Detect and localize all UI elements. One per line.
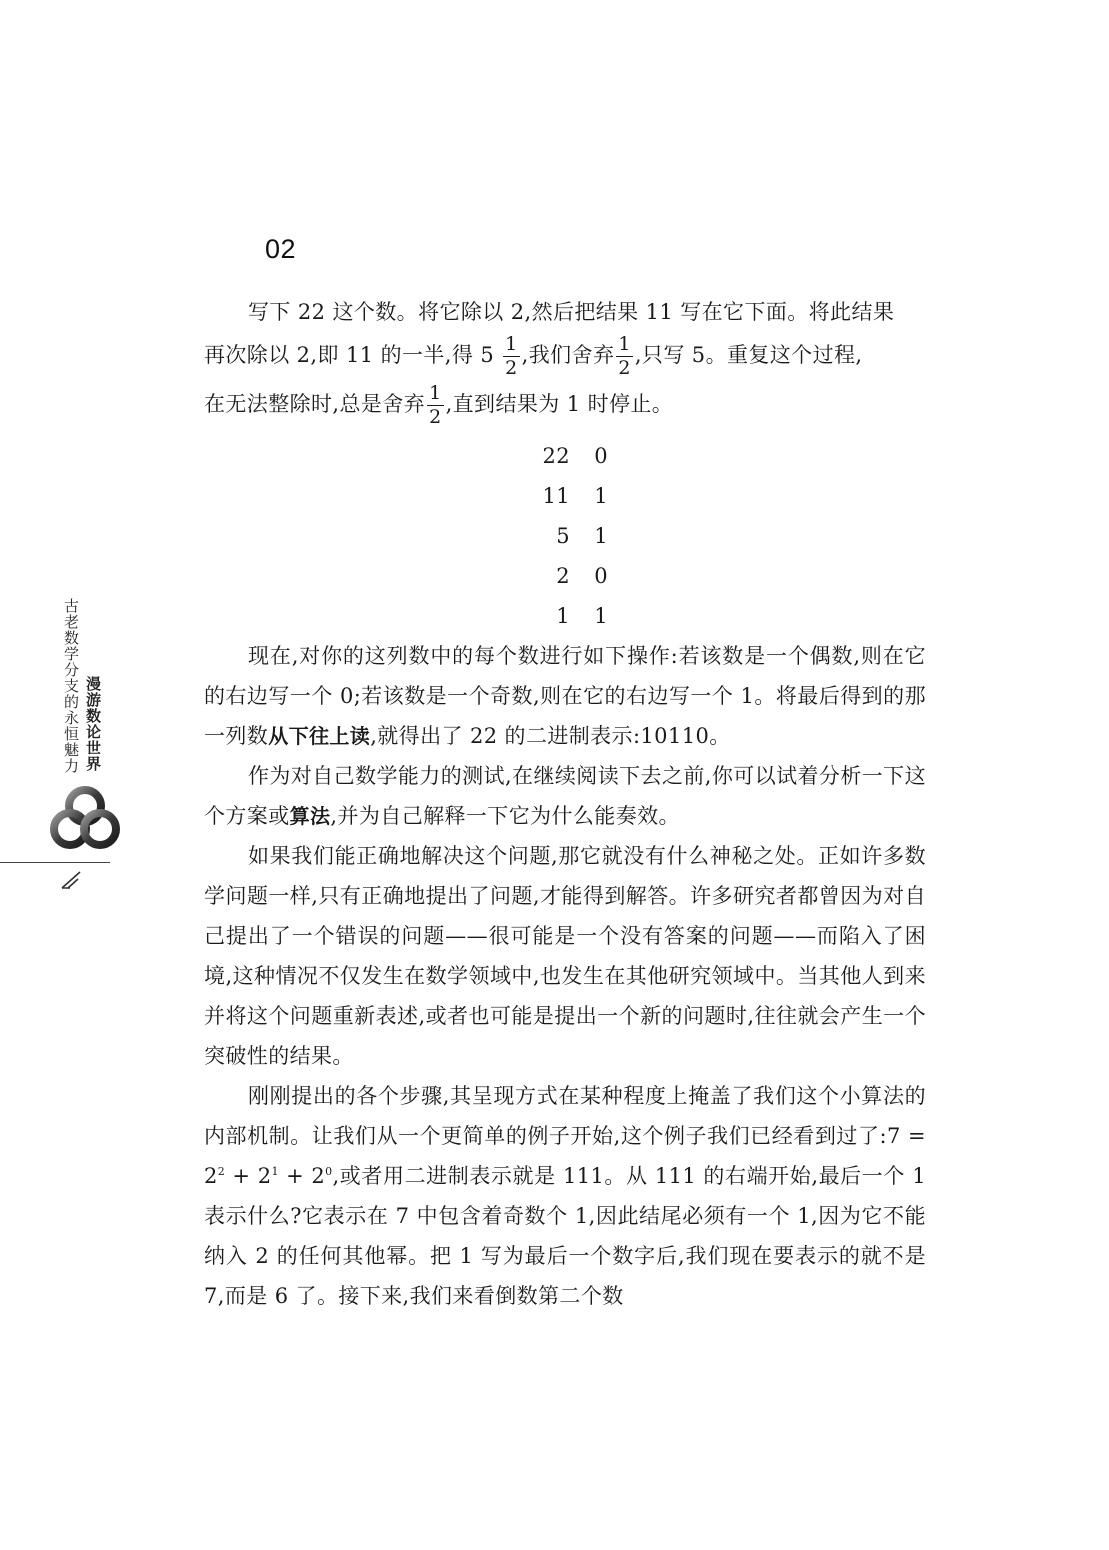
fraction-numerator: 1 [429, 382, 442, 404]
para1-sentence-5: 在无法整除时,总是舍弃 [204, 392, 426, 416]
fraction-denominator: 2 [505, 357, 518, 379]
body-text [204, 292, 926, 1316]
para1-sentence-4: ,只写 5。重复这个过程, [634, 343, 863, 367]
fraction-denominator: 2 [429, 406, 442, 428]
emphasis-text: 从下往上读 [268, 724, 371, 748]
para1-sentence-6: ,直到结果为 1 时停止。 [445, 392, 674, 416]
fraction-half [427, 384, 444, 427]
paragraph-3: 作为对自己数学能力的测试,在继续阅读下去之前,你可以试着分析一下这个方案或算法,并为自己解释一下它为什么能奏效。 [204, 764, 926, 828]
running-head-subtitle: 古老数学分支的永恒魅力 [62, 598, 80, 774]
fraction-numerator: 1 [505, 333, 518, 355]
table-row: 22 0 [542, 444, 608, 468]
fraction-half [503, 335, 520, 378]
fraction-half [616, 335, 633, 378]
paragraph-1-line-3 [204, 378, 926, 430]
division-table [204, 436, 926, 636]
table-row: 5 1 [556, 524, 608, 548]
sidebar-rule [0, 862, 110, 863]
paragraph-4: 如果我们能正确地解决这个问题,那它就没有什么神秘之处。正如许多数学问题一样,只有正确地提出了问题,才能得到解答。许多研究者都曾因为对自己提出了一个错误的问题——很可能是一个没有答案的问题——而陷入了困境,这种情况不仅发生在数学领域中,也发生在其他研究领域中。当其他人到来并将这个问题重新表述,或者也可能是提出一个新的问题时,往往就会产生一个突破性的结果。 [204, 844, 926, 1068]
para1-sentence-2: 再次除以 2,即 11 的一半,得 5 [204, 343, 502, 367]
paragraph-5: 刚刚提出的各个步骤,其呈现方式在某种程度上掩盖了我们这个小算法的内部机制。让我们从一个更简单的例子开始,这个例子我们已经看到过了:7 = $2^2 + 2^1 + 2^0$,或者用二进制表示就是 111。从 111 的右端开始,最后一个 1 表示什么?它表示在 7 中包含着奇数个 1,因此结尾必须有一个 1,因为它不能纳入 2 的任何其他幂。把 1 写为最后一个数字后,我们现在要表示的就不是 7,而是 6 了。接下来,我们来看倒数第二个数 [204, 1084, 926, 1308]
emphasis-text: 算法 [289, 804, 331, 828]
fraction-denominator: 2 [618, 357, 631, 379]
page-number: 02 [265, 234, 297, 264]
para1-sentence-3: ,我们舍弃 [521, 343, 615, 367]
table-row: 1 1 [556, 604, 608, 628]
folio-mark-icon [58, 868, 88, 892]
fraction-numerator: 1 [618, 333, 631, 355]
table-row: 2 0 [556, 564, 608, 588]
trefoil-knot-logo [46, 784, 124, 850]
table-row: 11 1 [542, 484, 608, 508]
running-head [60, 598, 110, 778]
para1-sentence-1: 写下 22 这个数。将它除以 2,然后把结果 11 写在它下面。将此结果 [248, 300, 895, 324]
running-head-title: 漫游数论世界 [84, 676, 102, 772]
paragraph-1-line-2 [204, 332, 926, 378]
paragraph-2: 现在,对你的这列数中的每个数进行如下操作:若该数是一个偶数,则在它的右边写一个 0;若该数是一个奇数,则在它的右边写一个 1。将最后得到的那一列数从下往上读,就得出了 22 的二进制表示:10110。 [204, 644, 926, 748]
paragraph-1 [204, 292, 926, 332]
